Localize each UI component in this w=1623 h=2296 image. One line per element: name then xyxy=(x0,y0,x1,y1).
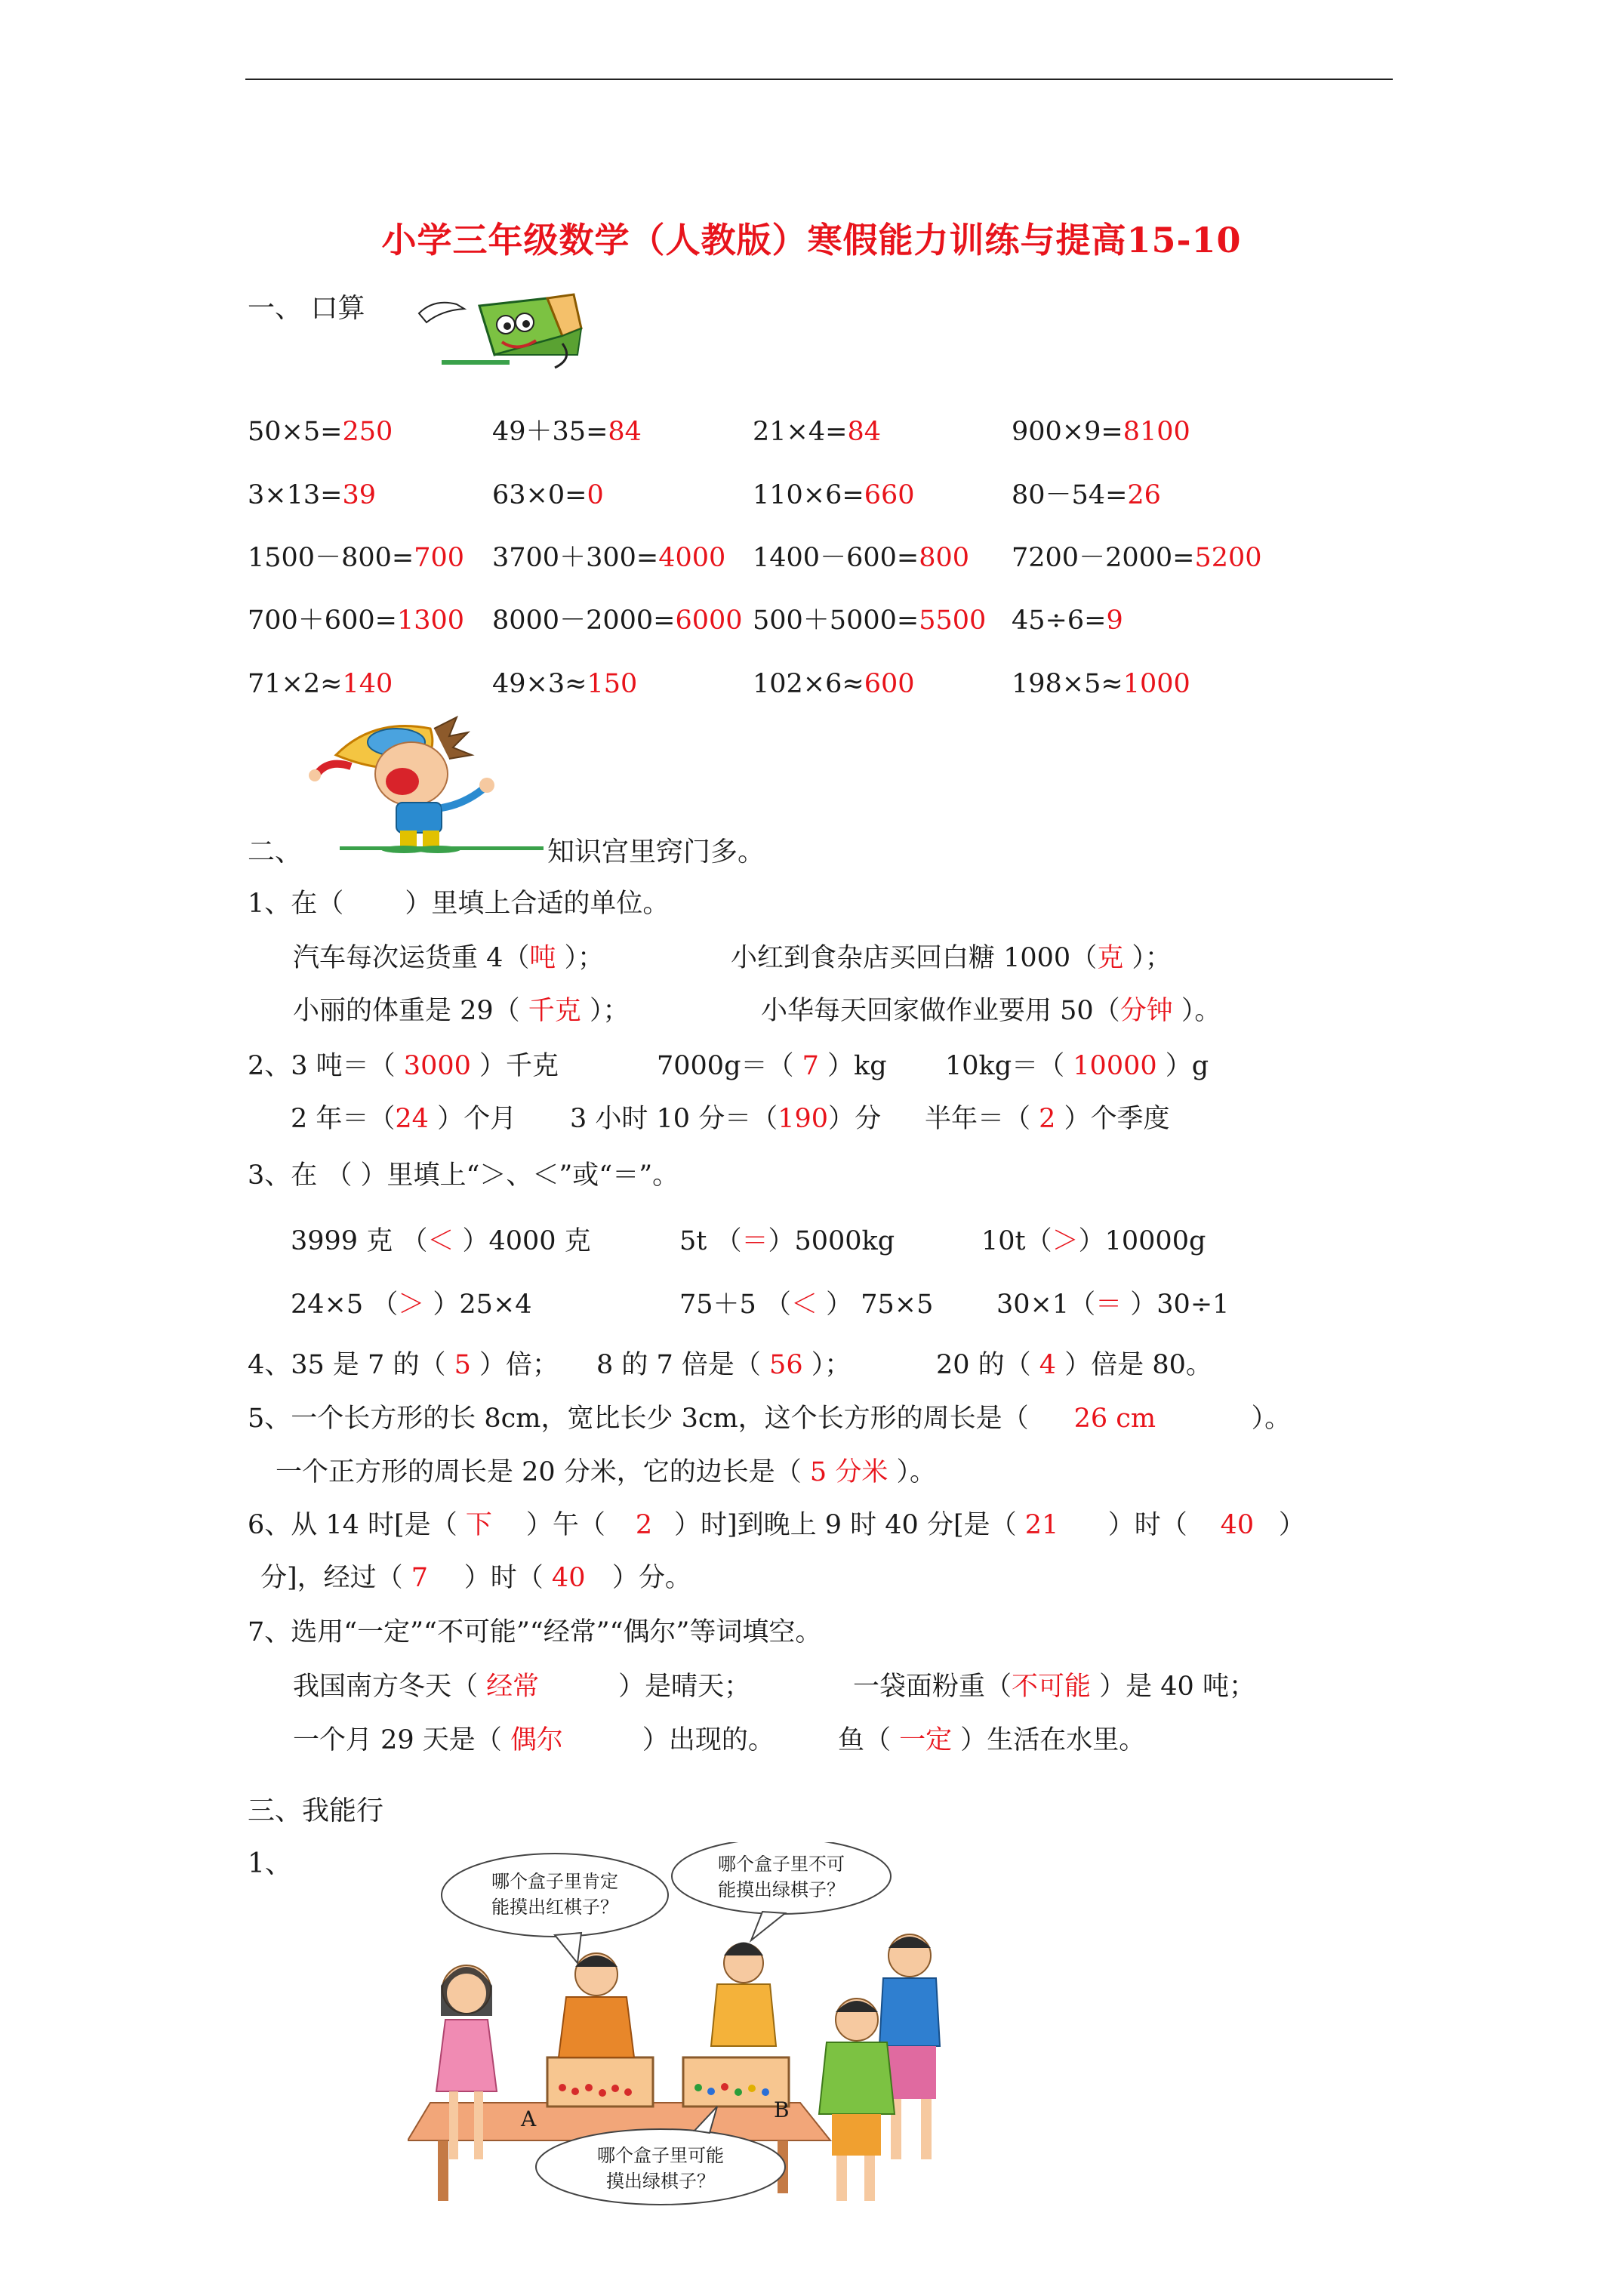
q2-line2-c: 半年＝（ 2 ）个季度 xyxy=(925,1104,1170,1134)
q7-stem: 7、选用“一定”“不可能”“经常”“偶尔”等词填空。 xyxy=(248,1617,822,1647)
calc-item: 45÷6=9 xyxy=(1012,606,1123,636)
q2-line1-b: 7000g＝（ 7 ）kg xyxy=(657,1051,887,1081)
calc-item: 21×4=84 xyxy=(753,417,882,447)
q2-line1-a: 2、3 吨＝（ 3000 ）千克 xyxy=(248,1051,559,1081)
calc-item: 71×2≈140 xyxy=(248,669,393,699)
calc-item: 80－54=26 xyxy=(1012,480,1161,510)
calc-item: 900×9=8100 xyxy=(1012,417,1190,447)
pencil-cartoon-illustration xyxy=(411,283,585,374)
calc-item: 49＋35=84 xyxy=(492,417,642,447)
q2-line1-c: 10kg＝（ 10000 ）g xyxy=(945,1051,1209,1081)
calc-item: 1400－600=800 xyxy=(753,543,970,573)
q7-line1-right: 一袋面粉重（不可能 ）是 40 吨； xyxy=(853,1672,1255,1702)
calc-item: 50×5=250 xyxy=(248,417,393,447)
q1-line1-right: 小红到食杂店买回白糖 1000（克 ）； xyxy=(731,943,1172,973)
q6-line1: 6、从 14 时[是（ 下 ）午（ 2 ）时]到晚上 9 时 40 分[是（ 21 ）时（ 40 ） xyxy=(248,1510,1305,1540)
q7-line2-right: 鱼（ 一定 ）生活在水里。 xyxy=(838,1725,1146,1755)
calc-item: 700＋600=1300 xyxy=(248,606,465,636)
q4-part1: 4、35 是 7 的（ 5 ）倍； xyxy=(248,1350,559,1380)
boy-cartoon-illustration xyxy=(306,713,547,853)
children-boxes-illustration xyxy=(408,1842,1012,2212)
q3-line2-c: 30×1（＝ ）30÷1 xyxy=(996,1290,1230,1320)
q4-part2: 8 的 7 倍是（ 56 ）； xyxy=(596,1350,852,1380)
section3-item-number: 1、 xyxy=(248,1848,292,1879)
box-a-label: A xyxy=(521,2106,537,2131)
header-rule xyxy=(245,79,1393,80)
calc-item: 198×5≈1000 xyxy=(1012,669,1190,699)
calc-item: 3×13=39 xyxy=(248,480,377,510)
q3-line1-b: 5t （＝）5000kg xyxy=(679,1226,895,1256)
box-b-label: B xyxy=(774,2097,790,2122)
calc-item: 500＋5000=5500 xyxy=(753,606,987,636)
calc-item: 3700＋300=4000 xyxy=(492,543,726,573)
calc-item: 49×3≈150 xyxy=(492,669,638,699)
q3-line2-b: 75＋5 （＜ ） 75×5 xyxy=(679,1290,934,1320)
calc-item: 110×6=660 xyxy=(753,480,915,510)
section1-heading: 一、 口算 xyxy=(248,293,365,324)
calc-item: 102×6≈600 xyxy=(753,669,915,699)
speech-bubble-right: 哪个盒子里不可 能摸出绿棋子？ xyxy=(718,1854,845,1900)
page-title: 小学三年级数学（人教版）寒假能力训练与提高15-10 xyxy=(381,220,1242,260)
section2-heading-number: 二、 xyxy=(248,837,303,868)
q4-part3: 20 的（ 4 ）倍是 80。 xyxy=(936,1350,1212,1380)
q3-line1-a: 3999 克 （＜ ）4000 克 xyxy=(291,1226,591,1256)
q7-line1-left: 我国南方冬天（ 经常 ）是晴天； xyxy=(293,1672,751,1702)
section2-heading-text: 知识宫里窍门多。 xyxy=(547,837,765,868)
speech-bubble-left: 哪个盒子里肯定 能摸出红棋子？ xyxy=(491,1871,618,1918)
calc-item: 7200－2000=5200 xyxy=(1012,543,1262,573)
q3-stem: 3、在 （ ）里填上“＞、＜”或“＝”。 xyxy=(248,1160,679,1191)
q7-line2-left: 一个月 29 天是（ 偶尔 ）出现的。 xyxy=(293,1725,775,1755)
q6-line2: 分]，经过（ 7 ）时（ 40 ）分。 xyxy=(260,1563,691,1593)
q3-line1-c: 10t（＞）10000g xyxy=(981,1226,1206,1256)
q2-line2-a: 2 年＝（24 ）个月 xyxy=(291,1104,517,1134)
q3-line2-a: 24×5 （＞ ）25×4 xyxy=(291,1290,532,1320)
q2-line2-b: 3 小时 10 分＝（190）分 xyxy=(570,1104,882,1134)
q1-line1-left: 汽车每次运货重 4（吨 ）； xyxy=(293,943,605,973)
q1-line2-left: 小丽的体重是 29（ 千克 ）； xyxy=(293,996,630,1026)
section3-heading: 三、我能行 xyxy=(248,1795,384,1826)
q5-line1: 5、一个长方形的长 8cm，宽比长少 3cm，这个长方形的周长是（ 26 cm ）。 xyxy=(248,1404,1292,1434)
q5-line2: 一个正方形的周长是 20 分米，它的边长是（ 5 分米 ）。 xyxy=(276,1457,936,1487)
q1-stem: 1、在（ ）里填上合适的单位。 xyxy=(248,889,670,919)
speech-bubble-bottom: 哪个盒子里可能 摸出绿棋子？ xyxy=(597,2145,724,2192)
calc-item: 1500－800=700 xyxy=(248,543,465,573)
q1-line2-right: 小华每天回家做作业要用 50（分钟 ）。 xyxy=(761,996,1221,1026)
calc-item: 8000－2000=6000 xyxy=(492,606,743,636)
calc-item: 63×0=0 xyxy=(492,480,604,510)
